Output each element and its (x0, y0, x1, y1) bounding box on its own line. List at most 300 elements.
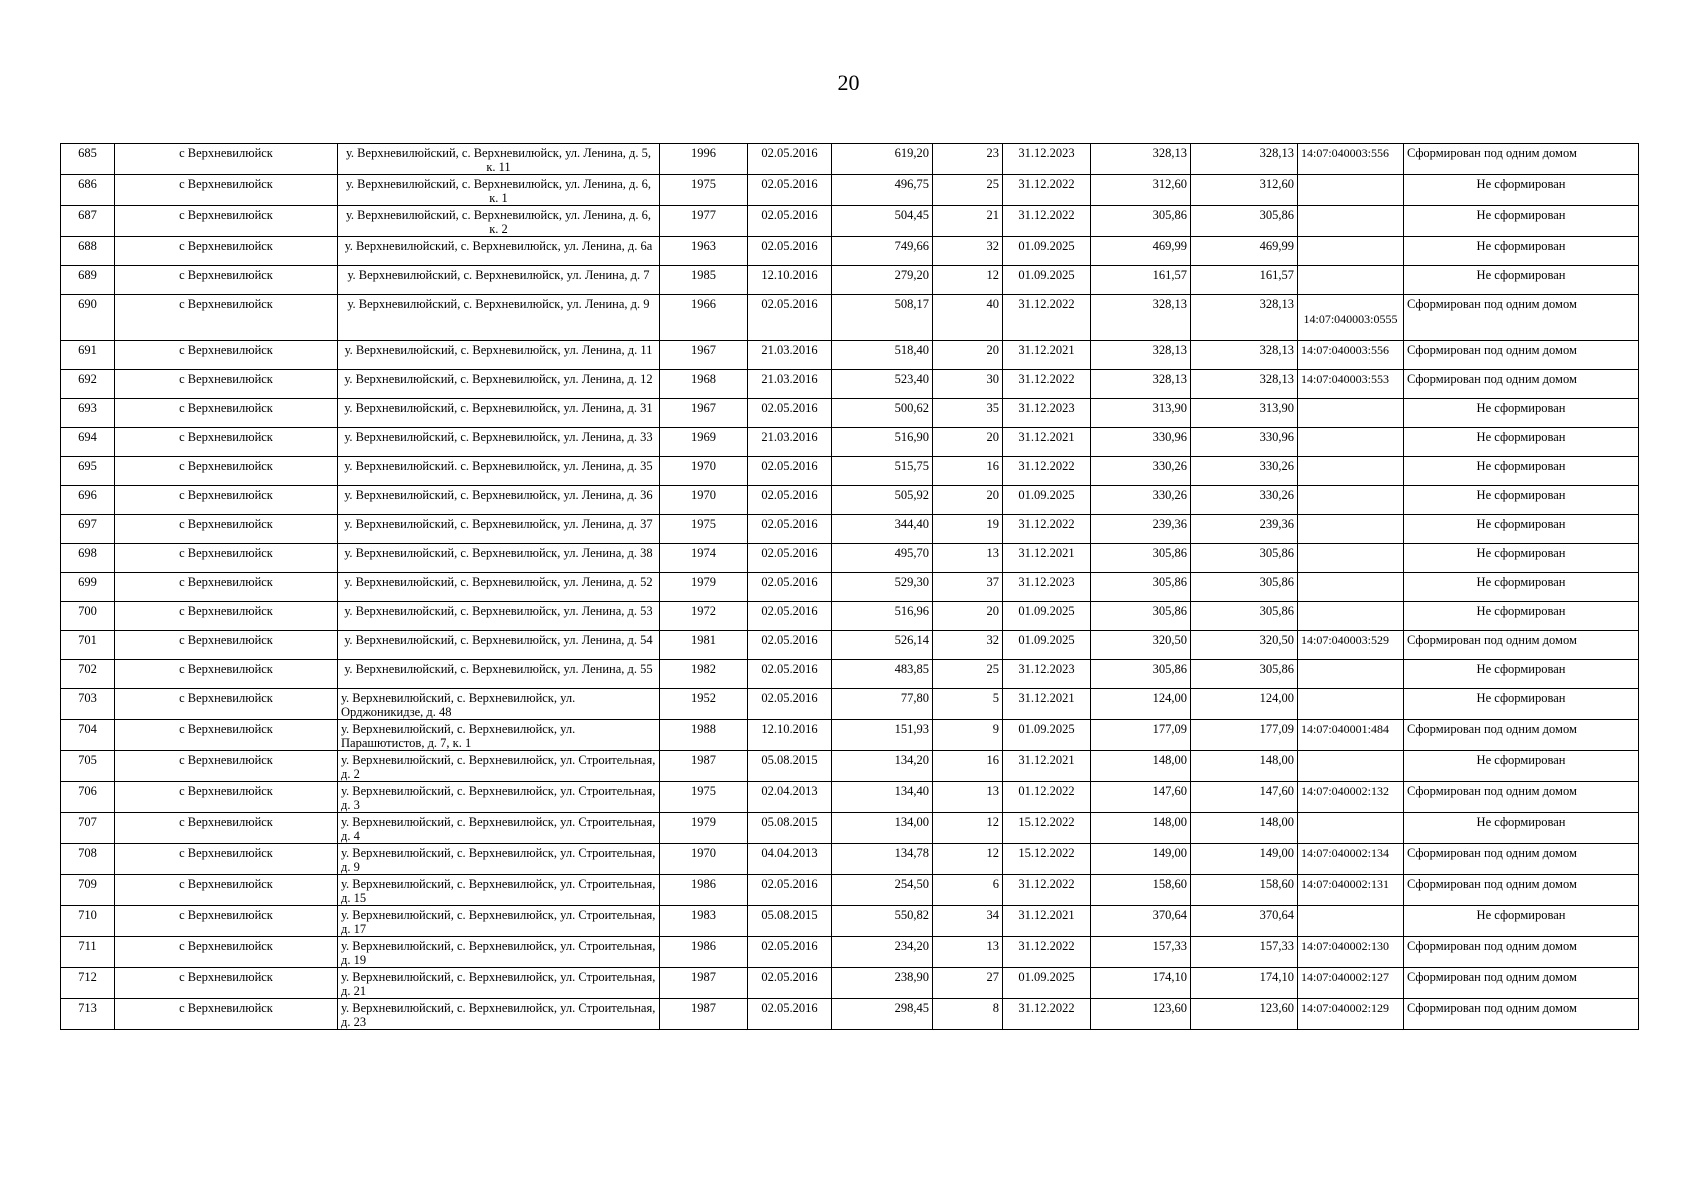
cost-total-cell: 161,57 (1191, 266, 1298, 295)
area-cell: 516,90 (832, 428, 933, 457)
term-date-cell: 01.09.2025 (1003, 602, 1091, 631)
term-date-cell: 31.12.2021 (1003, 751, 1091, 782)
cost-cell: 305,86 (1091, 206, 1191, 237)
residents-count-cell: 35 (933, 399, 1003, 428)
cadastral-number-cell: 14:07:040002:129 (1298, 999, 1404, 1030)
address-text: у. Верхневилюйский, с. Верхневилюйск, ул. Строительная, д. 3 (341, 784, 656, 812)
date-cell: 04.04.2013 (748, 844, 832, 875)
year-cell: 1979 (660, 813, 748, 844)
table-row (61, 906, 1639, 937)
cadastral-number-cell (1298, 175, 1404, 206)
land-status-cell: Не сформирован (1404, 813, 1639, 844)
address-text: у. Верхневилюйский, с. Верхневилюйск, ул. Ленина, д. 12 (344, 372, 653, 386)
land-status-cell: Не сформирован (1404, 515, 1639, 544)
land-status-cell: Сформирован под одним домом (1404, 144, 1639, 175)
land-status-cell: Не сформирован (1404, 602, 1639, 631)
cost-total-cell: 305,86 (1191, 602, 1298, 631)
year-cell: 1996 (660, 144, 748, 175)
cost-cell: 330,26 (1091, 457, 1191, 486)
settlement-cell: с Верхневилюйск (115, 370, 338, 399)
date-cell: 02.05.2016 (748, 937, 832, 968)
cost-total-cell: 239,36 (1191, 515, 1298, 544)
cost-total-cell: 305,86 (1191, 544, 1298, 573)
year-cell: 1967 (660, 399, 748, 428)
land-status-cell: Сформирован под одним домом (1404, 631, 1639, 660)
land-status-cell: Сформирован под одним домом (1404, 875, 1639, 906)
table-row (61, 660, 1639, 689)
address-text: у. Верхневилюйский, с. Верхневилюйск, ул. Ленина, д. 31 (344, 401, 653, 415)
land-status-cell: Сформирован под одним домом (1404, 844, 1639, 875)
address-text: у. Верхневилюйский, с. Верхневилюйск, ул. Строительная, д. 19 (341, 939, 656, 967)
date-cell: 05.08.2015 (748, 906, 832, 937)
cadastral-number-cell (1298, 266, 1404, 295)
year-cell: 1975 (660, 515, 748, 544)
address-cell (338, 399, 660, 428)
cost-cell: 330,96 (1091, 428, 1191, 457)
address-cell (338, 295, 660, 341)
cost-total-cell: 305,86 (1191, 573, 1298, 602)
registry-body (61, 144, 1639, 1030)
address-cell (338, 175, 660, 206)
table-row (61, 782, 1639, 813)
residents-count-cell: 37 (933, 573, 1003, 602)
cost-total-cell: 157,33 (1191, 937, 1298, 968)
table-row (61, 399, 1639, 428)
term-date-cell: 31.12.2023 (1003, 399, 1091, 428)
year-cell: 1983 (660, 906, 748, 937)
cost-total-cell: 330,96 (1191, 428, 1298, 457)
term-date-cell: 31.12.2023 (1003, 573, 1091, 602)
date-cell: 21.03.2016 (748, 428, 832, 457)
address-cell (338, 266, 660, 295)
settlement-cell: с Верхневилюйск (115, 751, 338, 782)
residents-count-cell: 27 (933, 968, 1003, 999)
settlement-cell: с Верхневилюйск (115, 999, 338, 1030)
residents-count-cell: 40 (933, 295, 1003, 341)
settlement-cell: с Верхневилюйск (115, 237, 338, 266)
area-cell: 526,14 (832, 631, 933, 660)
address-text: у. Верхневилюйский, с. Верхневилюйск, ул. Строительная, д. 17 (341, 908, 656, 936)
term-date-cell: 31.12.2022 (1003, 999, 1091, 1030)
land-status-cell: Не сформирован (1404, 266, 1639, 295)
cadastral-number-cell (1298, 602, 1404, 631)
cost-cell: 305,86 (1091, 602, 1191, 631)
row-number-cell: 698 (61, 544, 115, 573)
cost-cell: 147,60 (1091, 782, 1191, 813)
cost-cell: 124,00 (1091, 689, 1191, 720)
settlement-cell: с Верхневилюйск (115, 486, 338, 515)
row-number-cell: 696 (61, 486, 115, 515)
residents-count-cell: 16 (933, 751, 1003, 782)
address-text: у. Верхневилюйский, с. Верхневилюйск, ул. Ленина, д. 5, к. 11 (345, 146, 652, 174)
land-status-cell: Не сформирован (1404, 486, 1639, 515)
residents-count-cell: 32 (933, 631, 1003, 660)
cost-total-cell: 305,86 (1191, 206, 1298, 237)
land-status-cell: Не сформирован (1404, 906, 1639, 937)
settlement-cell: с Верхневилюйск (115, 144, 338, 175)
residents-count-cell: 9 (933, 720, 1003, 751)
year-cell: 1986 (660, 875, 748, 906)
date-cell: 02.05.2016 (748, 486, 832, 515)
row-number-cell: 699 (61, 573, 115, 602)
date-cell: 02.05.2016 (748, 399, 832, 428)
cadastral-number-cell (1298, 457, 1404, 486)
cost-total-cell: 328,13 (1191, 341, 1298, 370)
residents-count-cell: 8 (933, 999, 1003, 1030)
term-date-cell: 01.09.2025 (1003, 237, 1091, 266)
year-cell: 1979 (660, 573, 748, 602)
cost-cell: 328,13 (1091, 341, 1191, 370)
address-text: у. Верхневилюйский, с. Верхневилюйск, ул. Ленина, д. 7 (347, 268, 650, 282)
settlement-cell: с Верхневилюйск (115, 428, 338, 457)
cadastral-number-cell (1298, 813, 1404, 844)
area-cell: 254,50 (832, 875, 933, 906)
cadastral-number-cell: 14:07:040003:0555 (1298, 295, 1404, 341)
term-date-cell: 31.12.2022 (1003, 206, 1091, 237)
settlement-cell: с Верхневилюйск (115, 266, 338, 295)
cadastral-number-cell (1298, 399, 1404, 428)
cadastral-number-cell: 14:07:040002:131 (1298, 875, 1404, 906)
settlement-cell: с Верхневилюйск (115, 544, 338, 573)
row-number-cell: 693 (61, 399, 115, 428)
year-cell: 1981 (660, 631, 748, 660)
address-text: у. Верхневилюйский, с. Верхневилюйск, ул. Строительная, д. 9 (341, 846, 656, 874)
settlement-cell: с Верхневилюйск (115, 341, 338, 370)
row-number-cell: 712 (61, 968, 115, 999)
year-cell: 1970 (660, 844, 748, 875)
address-cell (338, 428, 660, 457)
cost-cell: 174,10 (1091, 968, 1191, 999)
term-date-cell: 31.12.2022 (1003, 875, 1091, 906)
year-cell: 1969 (660, 428, 748, 457)
term-date-cell: 31.12.2022 (1003, 515, 1091, 544)
residents-count-cell: 12 (933, 266, 1003, 295)
cadastral-number-cell (1298, 515, 1404, 544)
term-date-cell: 31.12.2021 (1003, 906, 1091, 937)
date-cell: 02.05.2016 (748, 968, 832, 999)
cost-total-cell: 148,00 (1191, 751, 1298, 782)
year-cell: 1987 (660, 751, 748, 782)
cadastral-number-cell (1298, 573, 1404, 602)
row-number-cell: 694 (61, 428, 115, 457)
cadastral-number-cell: 14:07:040003:556 (1298, 341, 1404, 370)
date-cell: 02.05.2016 (748, 602, 832, 631)
address-text: у. Верхневилюйский, с. Верхневилюйск, ул. Строительная, д. 23 (341, 1001, 656, 1029)
cost-total-cell: 147,60 (1191, 782, 1298, 813)
land-status-cell: Не сформирован (1404, 573, 1639, 602)
year-cell: 1988 (660, 720, 748, 751)
table-row (61, 875, 1639, 906)
address-cell (338, 751, 660, 782)
land-status-cell: Не сформирован (1404, 544, 1639, 573)
table-row (61, 370, 1639, 399)
address-text: у. Верхневилюйский, с. Верхневилюйск, ул. Ленина, д. 6, к. 2 (345, 208, 652, 236)
cadastral-number-cell: 14:07:040002:134 (1298, 844, 1404, 875)
term-date-cell: 01.09.2025 (1003, 968, 1091, 999)
date-cell: 21.03.2016 (748, 341, 832, 370)
cost-total-cell: 328,13 (1191, 295, 1298, 341)
year-cell: 1968 (660, 370, 748, 399)
address-cell (338, 544, 660, 573)
residents-count-cell: 32 (933, 237, 1003, 266)
table-row (61, 631, 1639, 660)
date-cell: 02.05.2016 (748, 660, 832, 689)
cost-cell: 320,50 (1091, 631, 1191, 660)
date-cell: 02.05.2016 (748, 875, 832, 906)
area-cell: 134,40 (832, 782, 933, 813)
area-cell: 508,17 (832, 295, 933, 341)
row-number-cell: 707 (61, 813, 115, 844)
row-number-cell: 700 (61, 602, 115, 631)
address-cell (338, 844, 660, 875)
residents-count-cell: 20 (933, 602, 1003, 631)
year-cell: 1975 (660, 175, 748, 206)
term-date-cell: 31.12.2021 (1003, 544, 1091, 573)
settlement-cell: с Верхневилюйск (115, 515, 338, 544)
row-number-cell: 688 (61, 237, 115, 266)
land-status-cell: Сформирован под одним домом (1404, 968, 1639, 999)
address-text: у. Верхневилюйский, с. Верхневилюйск, ул. Орджоникидзе, д. 48 (341, 691, 576, 719)
settlement-cell: с Верхневилюйск (115, 631, 338, 660)
area-cell: 523,40 (832, 370, 933, 399)
cadastral-number-cell (1298, 428, 1404, 457)
date-cell: 02.04.2013 (748, 782, 832, 813)
year-cell: 1985 (660, 266, 748, 295)
table-row (61, 457, 1639, 486)
cadastral-number-cell: 14:07:040002:132 (1298, 782, 1404, 813)
area-cell: 344,40 (832, 515, 933, 544)
settlement-cell: с Верхневилюйск (115, 175, 338, 206)
term-date-cell: 31.12.2022 (1003, 457, 1091, 486)
cost-total-cell: 320,50 (1191, 631, 1298, 660)
row-number-cell: 710 (61, 906, 115, 937)
area-cell: 619,20 (832, 144, 933, 175)
cost-total-cell: 312,60 (1191, 175, 1298, 206)
cadastral-number-cell (1298, 689, 1404, 720)
address-text: у. Верхневилюйский, с. Верхневилюйск, ул. Строительная, д. 15 (341, 877, 656, 905)
residents-count-cell: 13 (933, 937, 1003, 968)
cost-cell: 157,33 (1091, 937, 1191, 968)
cost-total-cell: 328,13 (1191, 370, 1298, 399)
term-date-cell: 31.12.2022 (1003, 175, 1091, 206)
year-cell: 1977 (660, 206, 748, 237)
table-row (61, 206, 1639, 237)
term-date-cell: 01.09.2025 (1003, 486, 1091, 515)
date-cell: 02.05.2016 (748, 295, 832, 341)
address-cell (338, 486, 660, 515)
cost-cell: 161,57 (1091, 266, 1191, 295)
table-row (61, 175, 1639, 206)
term-date-cell: 01.09.2025 (1003, 720, 1091, 751)
date-cell: 02.05.2016 (748, 573, 832, 602)
area-cell: 516,96 (832, 602, 933, 631)
land-status-cell: Сформирован под одним домом (1404, 782, 1639, 813)
area-cell: 279,20 (832, 266, 933, 295)
address-cell (338, 937, 660, 968)
cost-cell: 305,86 (1091, 660, 1191, 689)
address-text: у. Верхневилюйский, с. Верхневилюйск, ул. Ленина, д. 52 (344, 575, 653, 589)
table-row (61, 689, 1639, 720)
address-text: у. Верхневилюйский, с. Верхневилюйск, ул. Ленина, д. 53 (344, 604, 653, 618)
address-cell (338, 602, 660, 631)
table-row (61, 544, 1639, 573)
address-text: у. Верхневилюйский, с. Верхневилюйск, ул. Ленина, д. 38 (344, 546, 653, 560)
cost-cell: 313,90 (1091, 399, 1191, 428)
cost-cell: 330,26 (1091, 486, 1191, 515)
address-text: у. Верхневилюйский, с. Верхневилюйск, ул. Ленина, д. 33 (344, 430, 653, 444)
cadastral-number-cell (1298, 544, 1404, 573)
land-status-cell: Не сформирован (1404, 428, 1639, 457)
area-cell: 483,85 (832, 660, 933, 689)
residents-count-cell: 34 (933, 906, 1003, 937)
row-number-cell: 687 (61, 206, 115, 237)
area-cell: 550,82 (832, 906, 933, 937)
area-cell: 515,75 (832, 457, 933, 486)
cadastral-number-cell (1298, 906, 1404, 937)
residents-count-cell: 12 (933, 813, 1003, 844)
table-row (61, 341, 1639, 370)
year-cell: 1986 (660, 937, 748, 968)
date-cell: 02.05.2016 (748, 689, 832, 720)
term-date-cell: 31.12.2022 (1003, 937, 1091, 968)
address-text: у. Верхневилюйский, с. Верхневилюйск, ул. Строительная, д. 4 (341, 815, 656, 843)
date-cell: 02.05.2016 (748, 206, 832, 237)
term-date-cell: 01.09.2025 (1003, 631, 1091, 660)
cost-cell: 158,60 (1091, 875, 1191, 906)
address-cell (338, 689, 660, 720)
date-cell: 12.10.2016 (748, 720, 832, 751)
address-text: у. Верхневилюйский, с. Верхневилюйск, ул. Ленина, д. 37 (344, 517, 653, 531)
area-cell: 500,62 (832, 399, 933, 428)
settlement-cell: с Верхневилюйск (115, 813, 338, 844)
table-row (61, 266, 1639, 295)
table-row (61, 844, 1639, 875)
address-cell (338, 999, 660, 1030)
row-number-cell: 692 (61, 370, 115, 399)
residents-count-cell: 12 (933, 844, 1003, 875)
address-text: у. Верхневилюйский, с. Верхневилюйск, ул. Ленина, д. 11 (344, 343, 653, 357)
settlement-cell: с Верхневилюйск (115, 573, 338, 602)
address-cell (338, 813, 660, 844)
housing-registry-table (60, 143, 1639, 1030)
cost-total-cell: 123,60 (1191, 999, 1298, 1030)
address-cell (338, 968, 660, 999)
settlement-cell: с Верхневилюйск (115, 906, 338, 937)
address-text: у. Верхневилюйский, с. Верхневилюйск, ул. Ленина, д. 6, к. 1 (345, 177, 652, 205)
cost-total-cell: 148,00 (1191, 813, 1298, 844)
address-cell (338, 573, 660, 602)
year-cell: 1966 (660, 295, 748, 341)
term-date-cell: 31.12.2021 (1003, 689, 1091, 720)
address-cell (338, 660, 660, 689)
cadastral-number-cell (1298, 486, 1404, 515)
area-cell: 298,45 (832, 999, 933, 1030)
settlement-cell: с Верхневилюйск (115, 875, 338, 906)
row-number-cell: 702 (61, 660, 115, 689)
residents-count-cell: 13 (933, 782, 1003, 813)
address-cell (338, 515, 660, 544)
table-row (61, 515, 1639, 544)
row-number-cell: 695 (61, 457, 115, 486)
land-status-cell: Не сформирован (1404, 237, 1639, 266)
area-cell: 496,75 (832, 175, 933, 206)
row-number-cell: 701 (61, 631, 115, 660)
row-number-cell: 706 (61, 782, 115, 813)
area-cell: 749,66 (832, 237, 933, 266)
cost-total-cell: 177,09 (1191, 720, 1298, 751)
term-date-cell: 01.12.2022 (1003, 782, 1091, 813)
row-number-cell: 686 (61, 175, 115, 206)
settlement-cell: с Верхневилюйск (115, 844, 338, 875)
area-cell: 238,90 (832, 968, 933, 999)
area-cell: 529,30 (832, 573, 933, 602)
cadastral-number-cell: 14:07:040002:130 (1298, 937, 1404, 968)
land-status-cell: Не сформирован (1404, 175, 1639, 206)
address-cell (338, 237, 660, 266)
land-status-cell: Не сформирован (1404, 689, 1639, 720)
date-cell: 02.05.2016 (748, 144, 832, 175)
cost-total-cell: 149,00 (1191, 844, 1298, 875)
row-number-cell: 713 (61, 999, 115, 1030)
table-row (61, 720, 1639, 751)
year-cell: 1975 (660, 782, 748, 813)
date-cell: 02.05.2016 (748, 999, 832, 1030)
address-text: у. Верхневилюйский. с. Верхневилюйск, ул. Ленина, д. 35 (344, 459, 653, 473)
residents-count-cell: 20 (933, 341, 1003, 370)
cost-total-cell: 158,60 (1191, 875, 1298, 906)
year-cell: 1987 (660, 968, 748, 999)
address-text: у. Верхневилюйский, с. Верхневилюйск, ул. Ленина, д. 55 (344, 662, 653, 676)
area-cell: 134,00 (832, 813, 933, 844)
residents-count-cell: 21 (933, 206, 1003, 237)
row-number-cell: 703 (61, 689, 115, 720)
area-cell: 77,80 (832, 689, 933, 720)
year-cell: 1952 (660, 689, 748, 720)
date-cell: 02.05.2016 (748, 175, 832, 206)
cost-total-cell: 330,26 (1191, 486, 1298, 515)
cost-cell: 312,60 (1091, 175, 1191, 206)
cost-cell: 148,00 (1091, 751, 1191, 782)
address-text: у. Верхневилюйский, с. Верхневилюйск, ул. Ленина, д. 54 (344, 633, 653, 647)
cost-cell: 177,09 (1091, 720, 1191, 751)
date-cell: 21.03.2016 (748, 370, 832, 399)
date-cell: 02.05.2016 (748, 237, 832, 266)
settlement-cell: с Верхневилюйск (115, 399, 338, 428)
table-row (61, 968, 1639, 999)
term-date-cell: 31.12.2023 (1003, 144, 1091, 175)
area-cell: 134,20 (832, 751, 933, 782)
address-cell (338, 341, 660, 370)
term-date-cell: 31.12.2022 (1003, 370, 1091, 399)
cost-cell: 328,13 (1091, 295, 1191, 341)
year-cell: 1970 (660, 457, 748, 486)
row-number-cell: 691 (61, 341, 115, 370)
table-row (61, 813, 1639, 844)
cadastral-number-cell (1298, 751, 1404, 782)
land-status-cell: Не сформирован (1404, 457, 1639, 486)
land-status-cell: Не сформирован (1404, 206, 1639, 237)
cost-cell: 328,13 (1091, 370, 1191, 399)
row-number-cell: 685 (61, 144, 115, 175)
land-status-cell: Сформирован под одним домом (1404, 370, 1639, 399)
area-cell: 495,70 (832, 544, 933, 573)
cadastral-number-cell (1298, 237, 1404, 266)
settlement-cell: с Верхневилюйск (115, 689, 338, 720)
address-text: у. Верхневилюйский, с. Верхневилюйск, ул. Ленина, д. 36 (344, 488, 653, 502)
residents-count-cell: 16 (933, 457, 1003, 486)
term-date-cell: 31.12.2023 (1003, 660, 1091, 689)
table-row (61, 999, 1639, 1030)
